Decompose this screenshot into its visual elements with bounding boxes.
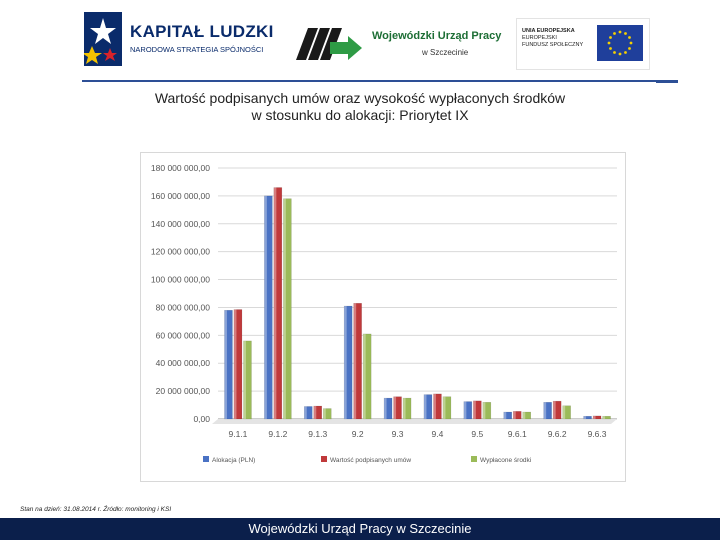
legend-label-3: Wypłacone środki xyxy=(480,457,532,464)
logo-bar xyxy=(0,0,720,84)
bar-chart xyxy=(141,153,625,481)
y-tick-label: 60 000 000,00 xyxy=(155,330,210,341)
header-divider-accent xyxy=(656,80,678,83)
bar-highlight xyxy=(563,406,566,419)
bar-highlight xyxy=(584,416,587,419)
legend-swatch-3 xyxy=(471,456,477,462)
bar-highlight xyxy=(523,412,526,419)
bar-highlight xyxy=(504,412,507,419)
bar-highlight xyxy=(304,406,307,419)
legend-label-1: Alokacja (PLN) xyxy=(212,457,256,464)
bar-highlight xyxy=(384,398,387,419)
eu-flag-icon xyxy=(597,25,643,61)
x-tick-label: 9.1.3 xyxy=(308,429,328,439)
y-tick-label: 100 000 000,00 xyxy=(150,274,210,285)
eu-logo xyxy=(516,18,650,70)
bar-highlight xyxy=(344,306,347,419)
eu-text xyxy=(522,28,583,49)
bar-highlight xyxy=(354,303,357,419)
chart-floor xyxy=(212,419,617,424)
bar-highlight xyxy=(553,401,556,419)
x-tick-label: 9.6.2 xyxy=(547,429,567,439)
bar-highlight xyxy=(243,341,246,419)
slide-title-line-2: w stosunku do alokacji: Priorytet IX xyxy=(251,107,469,123)
wup-name: Wojewódzki Urząd Pracy xyxy=(372,30,502,42)
kapital-ludzki-title: KAPITAŁ LUDZKI xyxy=(130,22,274,41)
y-tick-label: 160 000 000,00 xyxy=(150,190,210,201)
bar-highlight xyxy=(314,406,317,419)
bar-highlight xyxy=(264,196,267,419)
legend-label-2: Wartość podpisanych umów xyxy=(330,457,412,464)
header-divider xyxy=(82,80,678,82)
bar-highlight xyxy=(473,401,476,419)
kapital-ludzki-subtitle: NARODOWA STRATEGIA SPÓJNOŚCI xyxy=(130,45,264,54)
bar-highlight xyxy=(544,402,547,419)
y-tick-label: 0,00 xyxy=(193,414,210,424)
bar-highlight xyxy=(443,397,446,419)
kapital-ludzki-flag-icon xyxy=(84,12,122,66)
x-tick-label: 9.1.1 xyxy=(228,429,248,439)
bar-highlight xyxy=(403,398,406,419)
bar-highlight xyxy=(593,416,596,419)
wup-emblem-icon xyxy=(292,20,364,66)
bar-highlight xyxy=(433,394,436,419)
y-tick-label: 180 000 000,00 xyxy=(150,163,210,173)
bar-highlight xyxy=(363,334,366,419)
y-tick-label: 40 000 000,00 xyxy=(155,358,210,369)
x-tick-label: 9.6.1 xyxy=(507,429,527,439)
x-tick-label: 9.5 xyxy=(471,429,484,439)
bar-highlight xyxy=(483,402,486,419)
x-tick-label: 9.3 xyxy=(391,429,404,439)
bar-highlight xyxy=(603,416,606,419)
footer-bar xyxy=(0,518,720,540)
bar-highlight xyxy=(234,310,237,419)
x-tick-label: 9.4 xyxy=(431,429,444,439)
bar-highlight xyxy=(274,188,277,419)
wup-logo xyxy=(292,20,502,66)
x-tick-label: 9.1.2 xyxy=(268,429,288,439)
chart-container xyxy=(140,152,626,482)
bar-highlight xyxy=(283,199,286,419)
footer-text: Wojewódzki Urząd Pracy w Szczecinie xyxy=(248,521,472,536)
x-tick-label: 9.2 xyxy=(351,429,364,439)
eu-line-2: EUROPEJSKI xyxy=(522,35,557,41)
eu-line-1: UNIA EUROPEJSKA xyxy=(522,28,575,34)
y-tick-label: 20 000 000,00 xyxy=(155,386,210,397)
slide-title-line-1: Wartość podpisanych umów oraz wysokość wypłaconych środków xyxy=(154,90,566,106)
bar-highlight xyxy=(394,397,397,419)
y-tick-label: 80 000 000,00 xyxy=(155,302,210,313)
eu-line-3: FUNDUSZ SPOŁECZNY xyxy=(522,42,584,48)
bar-highlight xyxy=(464,402,467,419)
legend-swatch-1 xyxy=(203,456,209,462)
slide-title xyxy=(100,90,620,124)
x-tick-label: 9.6.3 xyxy=(587,429,607,439)
kapital-ludzki-logo xyxy=(84,12,274,66)
legend-swatch-2 xyxy=(321,456,327,462)
bar-highlight xyxy=(424,395,427,419)
bar-highlight xyxy=(323,409,326,419)
y-tick-label: 120 000 000,00 xyxy=(150,246,210,257)
bar-highlight xyxy=(513,411,516,419)
wup-city: w Szczecinie xyxy=(422,48,469,57)
source-footnote: Stan na dzień: 31.08.2014 r. Źródło: monitoring i KSI xyxy=(20,506,172,513)
y-tick-label: 140 000 000,00 xyxy=(150,218,210,229)
bar-highlight xyxy=(224,310,227,419)
